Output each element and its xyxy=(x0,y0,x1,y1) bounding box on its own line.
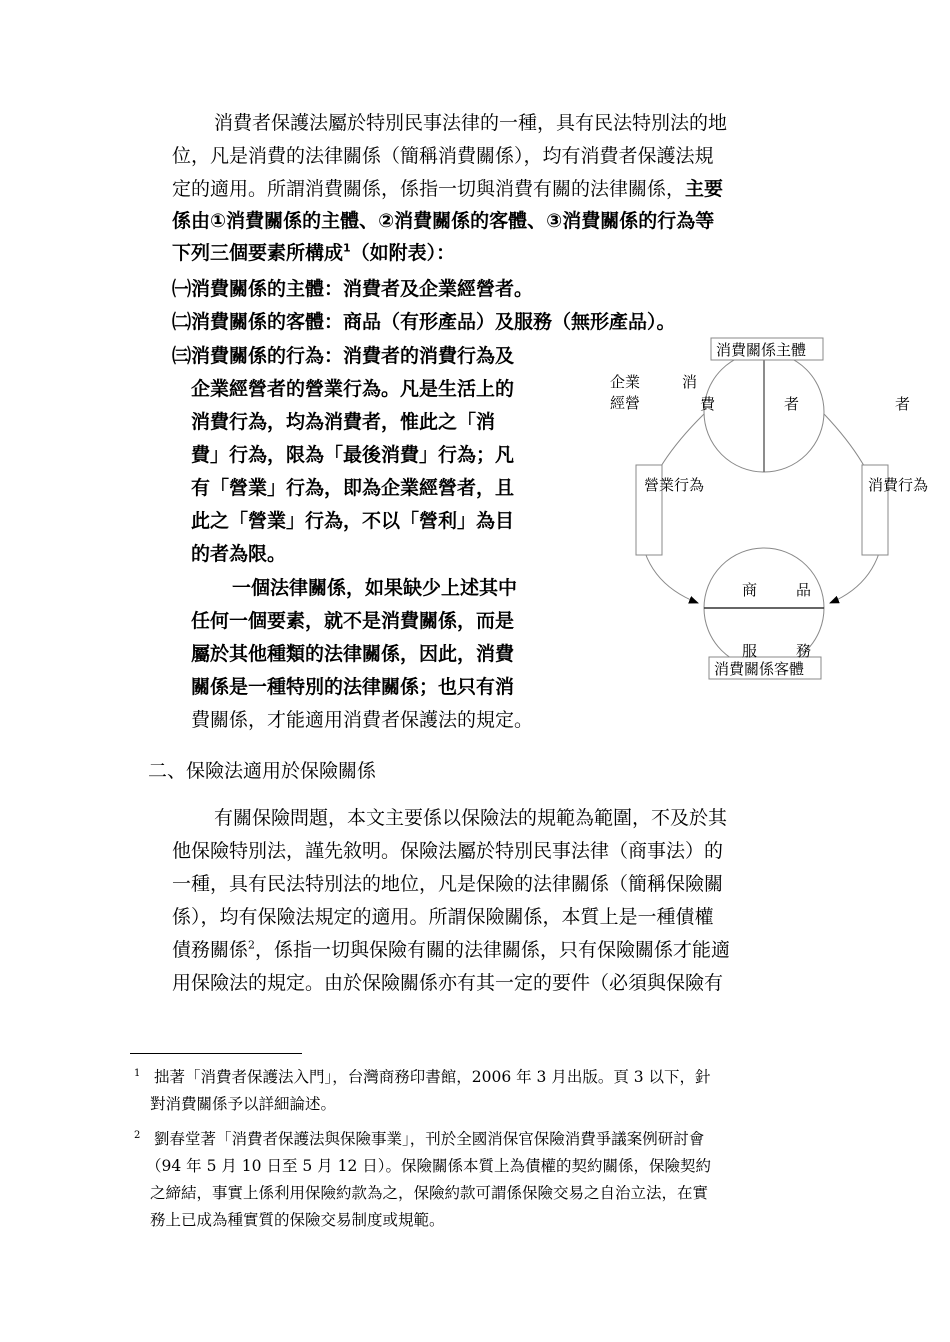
item-3-line-6: 此之「營業」行為，不以「營利」為目 xyxy=(191,510,515,532)
section-2-line-6: 用保險法的規定。由於保險關係亦有其一定的要件（必須與保險有 xyxy=(172,972,724,994)
goods-char-2: 品 xyxy=(796,581,812,599)
footnote-separator xyxy=(130,1053,302,1054)
item-3-line-9: 任何一個要素，就不是消費關係，而是 xyxy=(191,610,515,632)
consumer-char-4: 者 xyxy=(895,395,911,413)
section-2-line-2: 他保險特別法，謹先敘明。保險法屬於特別民事法律（商事法）的 xyxy=(172,840,724,862)
section-2-line-1: 有關保險問題，本文主要係以保險法的規範為範圍，不及於其 xyxy=(214,807,728,829)
footnote-2-line-2: （94 年 5 月 10 日至 5 月 12 日）。保險關係本質上為債權的契約關係，保險契約 xyxy=(146,1157,711,1175)
left-action-label: 營業行為 xyxy=(644,476,705,494)
footnote-2-number: 2 xyxy=(134,1130,141,1141)
section-2-line-5-tail: ，係指一切與保險有關的法律關係，只有保險關係才能適 xyxy=(255,939,731,961)
right-action-label: 消費行為 xyxy=(868,476,929,494)
item-2: ㈡消費關係的客體：商品（有形產品）及服務（無形產品）。 xyxy=(172,311,676,333)
item-3-line-10: 屬於其他種類的法律關係，因此，消費 xyxy=(191,643,515,665)
enterprise-label-2: 經營 xyxy=(610,394,641,412)
footnote-1-line-2: 對消費關係予以詳細論述。 xyxy=(150,1095,337,1113)
consumer-char-2: 費 xyxy=(700,395,716,413)
service-char-2: 務 xyxy=(796,642,812,660)
item-3-line-2: 企業經營者的營業行為。凡是生活上的 xyxy=(191,378,515,400)
intro-line-3 xyxy=(172,174,723,205)
item-3-line-4: 費」行為，限為「最後消費」行為；凡 xyxy=(191,444,515,466)
footnote-ref-2: 2 xyxy=(248,938,256,952)
enterprise-label-1: 企業 xyxy=(610,373,641,391)
section-2-line-3: 一種，具有民法特別法的地位，凡是保險的法律關係（簡稱保險關 xyxy=(172,873,724,895)
footnote-1-line-1: 拙著「消費者保護法入門」，台灣商務印書館，2006 年 3 月出版。頁 3 以下，針 xyxy=(154,1068,711,1086)
intro-line-3-text: 定的適用。所謂消費關係，係指一切與消費有關的法律關係， xyxy=(172,178,686,200)
subject-label: 消費關係主體 xyxy=(716,341,807,359)
section-2-line-5-text: 債務關係 xyxy=(172,939,249,961)
item-3-line-8: 一個法律關係，如果缺少上述其中 xyxy=(232,577,518,599)
footnote-2-line-3: 之締結，事實上係利用保險約款為之，保險約款可謂係保險交易之自治立法，在實 xyxy=(150,1184,709,1202)
intro-line-5-text: 下列三個要素所構成 xyxy=(172,242,344,264)
footnote-2-line-1: 劉春堂著「消費者保護法與保險事業」，刊於全國消保官保險消費爭議案例研討會 xyxy=(154,1130,705,1148)
section-2-line-5 xyxy=(172,935,730,966)
consumer-char-3: 者 xyxy=(784,395,800,413)
item-1: ㈠消費關係的主體：消費者及企業經營者。 xyxy=(172,278,534,300)
item-3-line-11: 關係是一種特別的法律關係；也只有消 xyxy=(191,676,515,698)
footnote-2-line-4: 務上已成為種實質的保險交易制度或規範。 xyxy=(150,1211,445,1229)
service-char-1: 服 xyxy=(742,642,758,660)
consumer-char-1: 消 xyxy=(682,373,698,391)
item-3-line-12: 費關係，才能適用消費者保護法的規定。 xyxy=(191,709,534,731)
intro-bold-tail: 主要 xyxy=(685,178,724,200)
item-3-line-5: 有「營業」行為，即為企業經營者，且 xyxy=(191,477,515,499)
intro-line-2: 位，凡是消費的法律關係（簡稱消費關係），均有消費者保護法規 xyxy=(172,145,714,167)
intro-line-1: 消費者保護法屬於特別民事法律的一種，具有民法特別法的地 xyxy=(214,112,728,134)
footnote-ref-1: 1 xyxy=(343,241,351,255)
goods-char-1: 商 xyxy=(742,581,758,599)
footnote-1-number: 1 xyxy=(134,1068,141,1079)
intro-line-5 xyxy=(172,238,455,269)
item-3-line-3: 消費行為，均為消費者，惟此之「消 xyxy=(191,411,496,433)
section-2-line-4: 係），均有保險法規定的適用。所謂保險關係，本質上是一種債權 xyxy=(172,906,714,928)
item-3-line-1: ㈢消費關係的行為：消費者的消費行為及 xyxy=(172,345,515,367)
intro-line-5-tail: （如附表）： xyxy=(350,242,456,264)
object-label: 消費關係客體 xyxy=(714,660,805,678)
intro-line-4: 係由①消費關係的主體、②消費關係的客體、③消費關係的行為等 xyxy=(172,210,715,232)
item-3-line-7: 的者為限。 xyxy=(191,543,287,565)
section-2-heading: 二、保險法適用於保險關係 xyxy=(148,760,377,782)
consumer-relation-diagram xyxy=(600,330,945,695)
